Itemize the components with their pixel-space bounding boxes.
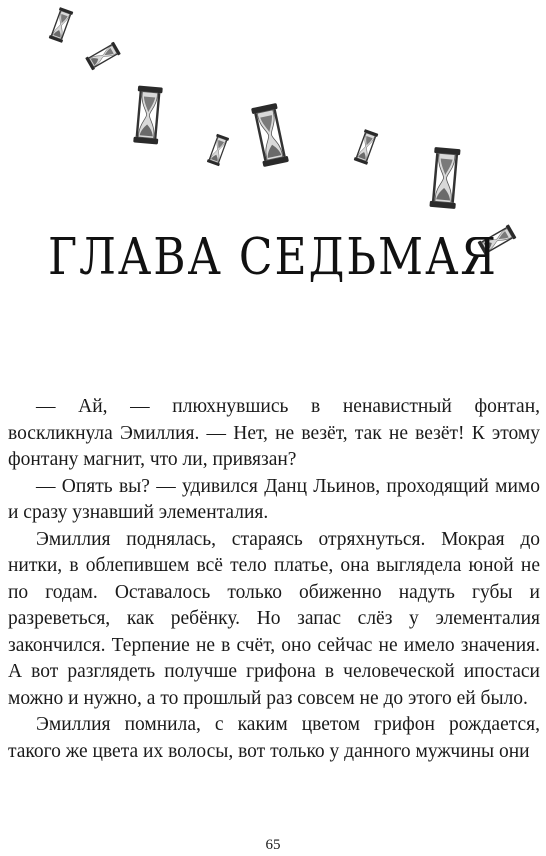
hourglass-icon: [133, 86, 163, 145]
hourglass-icon: [429, 147, 460, 209]
hourglass-icon: [207, 134, 229, 167]
paragraph: Эмиллия помнила, с каким цветом грифон рождается, такого же цвета их волосы, вот только у данного мужчины они: [8, 714, 540, 762]
hourglass-icon: [251, 103, 289, 167]
paragraph: — Опять вы? — удивился Данц Льинов, проходящий мимо и сразу узнавший элементалия.: [8, 475, 540, 523]
hourglass-icon: [85, 42, 121, 71]
body-text: [8, 394, 540, 765]
paragraph: — Ай, — плюхнувшись в ненавистный фонтан, воскликнула Эмиллия. — Нет, не везёт, так не везёт! К этому фонтану магнит, что ли, привязан?: [8, 396, 540, 470]
hourglass-icon: [354, 129, 379, 165]
chapter-title: ГЛАВА СЕДЬМАЯ: [48, 228, 498, 287]
page-number: 65: [265, 837, 281, 853]
paragraph: Эмиллия поднялась, стараясь отряхнуться. Мокрая до нитки, в облепившем всё тело платье, она выглядела юной не по годам. Оставалось только обиженно надуть губы и разреветься, как ребёнку. Но запас слёз у элементалия закончился. Терпение не в счёт, оно сейчас не имело значения. А вот разглядеть получше грифона в человеческой ипостаси можно и нужно, а то прошлый раз совсем не до этого ей было.: [8, 528, 540, 709]
hourglass-icon: [49, 7, 74, 43]
